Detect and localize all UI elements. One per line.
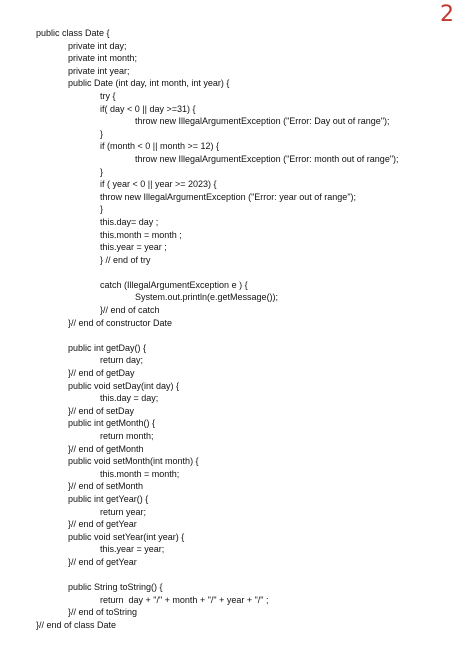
code-line: }// end of getDay bbox=[68, 368, 135, 379]
code-line: this.month = month ; bbox=[100, 229, 182, 240]
code-line: this.day = day; bbox=[100, 393, 159, 404]
code-line: public int getYear() { bbox=[68, 493, 149, 504]
code-line: }// end of getYear bbox=[68, 556, 137, 567]
page-number: 2 bbox=[440, 2, 454, 27]
code-line: private int year; bbox=[68, 65, 130, 76]
code-line: }// end of class Date bbox=[36, 619, 117, 630]
code-line: System.out.println(e.getMessage()); bbox=[135, 292, 279, 303]
code-line: } bbox=[100, 128, 104, 139]
code-line: public void setDay(int day) { bbox=[68, 380, 180, 391]
code-line: } // end of try bbox=[100, 254, 151, 265]
code-line: this.year = year; bbox=[100, 544, 165, 555]
code-line: }// end of getMonth bbox=[68, 443, 144, 454]
code-line: if ( year < 0 || year >= 2023) { bbox=[100, 179, 217, 190]
code-line: catch (IllegalArgumentException e ) { bbox=[100, 279, 248, 290]
code-line: }// end of getYear bbox=[68, 519, 137, 530]
code-line: public void setYear(int year) { bbox=[68, 531, 185, 542]
code-line: if (month < 0 || month >= 12) { bbox=[100, 141, 219, 152]
blank-line bbox=[0, 266, 474, 279]
blank-line bbox=[0, 329, 474, 342]
code-line: return day; bbox=[100, 355, 144, 366]
code-line: public String toString() { bbox=[68, 582, 163, 593]
code-line: this.month = month; bbox=[100, 468, 180, 479]
code-line: public void setMonth(int month) { bbox=[68, 456, 199, 467]
code-line: try { bbox=[100, 90, 116, 101]
code-line: return day + "/" + month + "/" + year + "/" ; bbox=[100, 594, 269, 605]
code-line: public Date (int day, int month, int year) { bbox=[68, 78, 230, 89]
code-line: } bbox=[100, 204, 104, 215]
code-line: }// end of toString bbox=[68, 607, 138, 618]
code-line: this.day= day ; bbox=[100, 216, 159, 227]
code-listing bbox=[0, 27, 474, 632]
code-line: } bbox=[100, 166, 104, 177]
code-line: throw new IllegalArgumentException ("Error: year out of range"); bbox=[100, 191, 357, 202]
code-line: if( day < 0 || day >=31) { bbox=[100, 103, 196, 114]
code-line: }// end of constructor Date bbox=[68, 317, 173, 328]
code-line: this.year = year ; bbox=[100, 242, 167, 253]
blank-line bbox=[0, 569, 474, 582]
code-line: return month; bbox=[100, 431, 154, 441]
code-line: throw new IllegalArgumentException ("Error: Day out of range"); bbox=[135, 116, 390, 127]
code-line: public class Date { bbox=[36, 28, 110, 38]
code-line: public int getDay() { bbox=[68, 342, 147, 353]
code-line: throw new IllegalArgumentException ("Error: month out of range"); bbox=[135, 153, 399, 164]
code-line: }// end of catch bbox=[100, 305, 160, 316]
code-line: return year; bbox=[100, 506, 147, 517]
code-line: public int getMonth() { bbox=[68, 418, 156, 429]
code-line: private int day; bbox=[68, 40, 127, 51]
code-line: }// end of setDay bbox=[68, 405, 135, 416]
code-line: }// end of setMonth bbox=[68, 481, 144, 492]
code-line: private int month; bbox=[68, 53, 138, 64]
